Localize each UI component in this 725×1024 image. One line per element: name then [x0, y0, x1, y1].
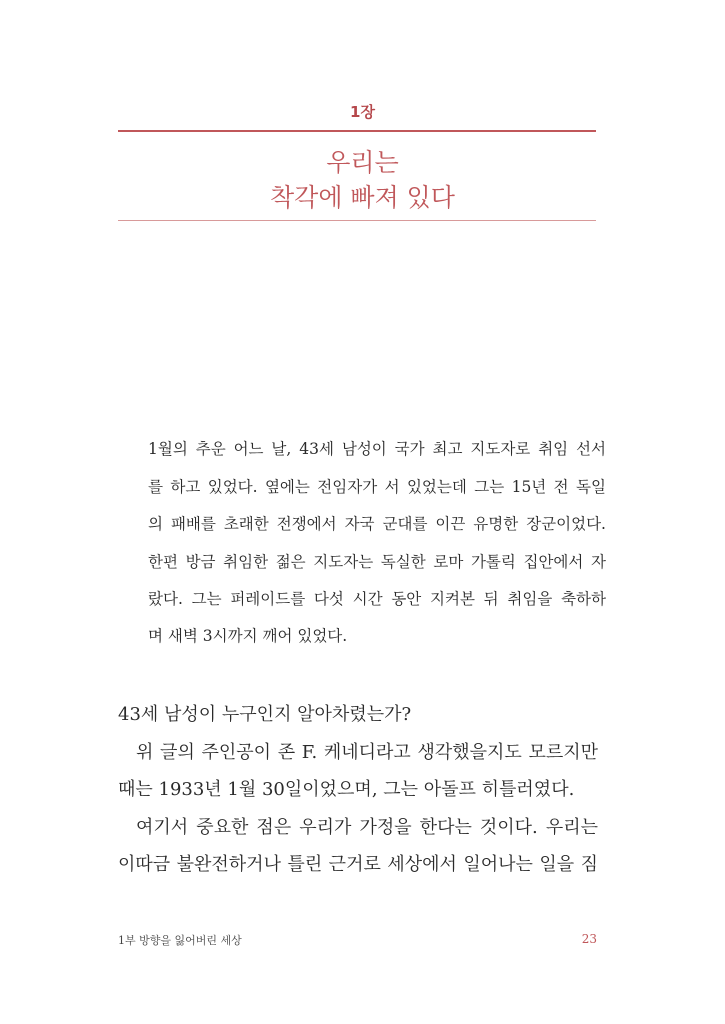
quote-line: 한편 방금 취임한 젊은 지도자는 독실한 로마 가톨릭 집안에서 자 [148, 553, 606, 571]
quote-line: 랐다. 그는 퍼레이드를 다섯 시간 동안 지켜본 뒤 취임을 축하하 [148, 590, 606, 608]
chapter-divider [118, 130, 596, 132]
body-line: 위 글의 주인공이 존 F. 케네디라고 생각했을지도 모르지만 [136, 742, 598, 763]
body-line: 43세 남성이 누구인지 알아차렸는가? [118, 704, 412, 725]
quote-line: 를 하고 있었다. 옆에는 전임자가 서 있었는데 그는 15년 전 독일 [148, 478, 606, 496]
page-number: 23 [581, 932, 597, 946]
chapter-title-line-1: 우리는 [326, 148, 399, 177]
chapter-label: 1장 [350, 103, 375, 121]
body-line: 여기서 중요한 점은 우리가 가정을 한다는 것이다. 우리는 [136, 817, 598, 838]
quote-line: 1월의 추운 어느 날, 43세 남성이 국가 최고 지도자로 취임 선서 [148, 440, 606, 458]
title-divider [118, 220, 596, 221]
body-line: 이따금 불완전하거나 틀린 근거로 세상에서 일어나는 일을 짐 [118, 854, 598, 875]
quote-line: 의 패배를 초래한 전쟁에서 자국 군대를 이끈 유명한 장군이었다. [148, 515, 606, 533]
quote-line: 며 새벽 3시까지 깨어 있었다. [148, 627, 348, 645]
footer-section-title: 1부 방향을 잃어버린 세상 [118, 934, 242, 947]
chapter-title-line-2: 착각에 빠져 있다 [270, 183, 455, 212]
body-line: 때는 1933년 1월 30일이었으며, 그는 아돌프 히틀러였다. [118, 779, 575, 800]
